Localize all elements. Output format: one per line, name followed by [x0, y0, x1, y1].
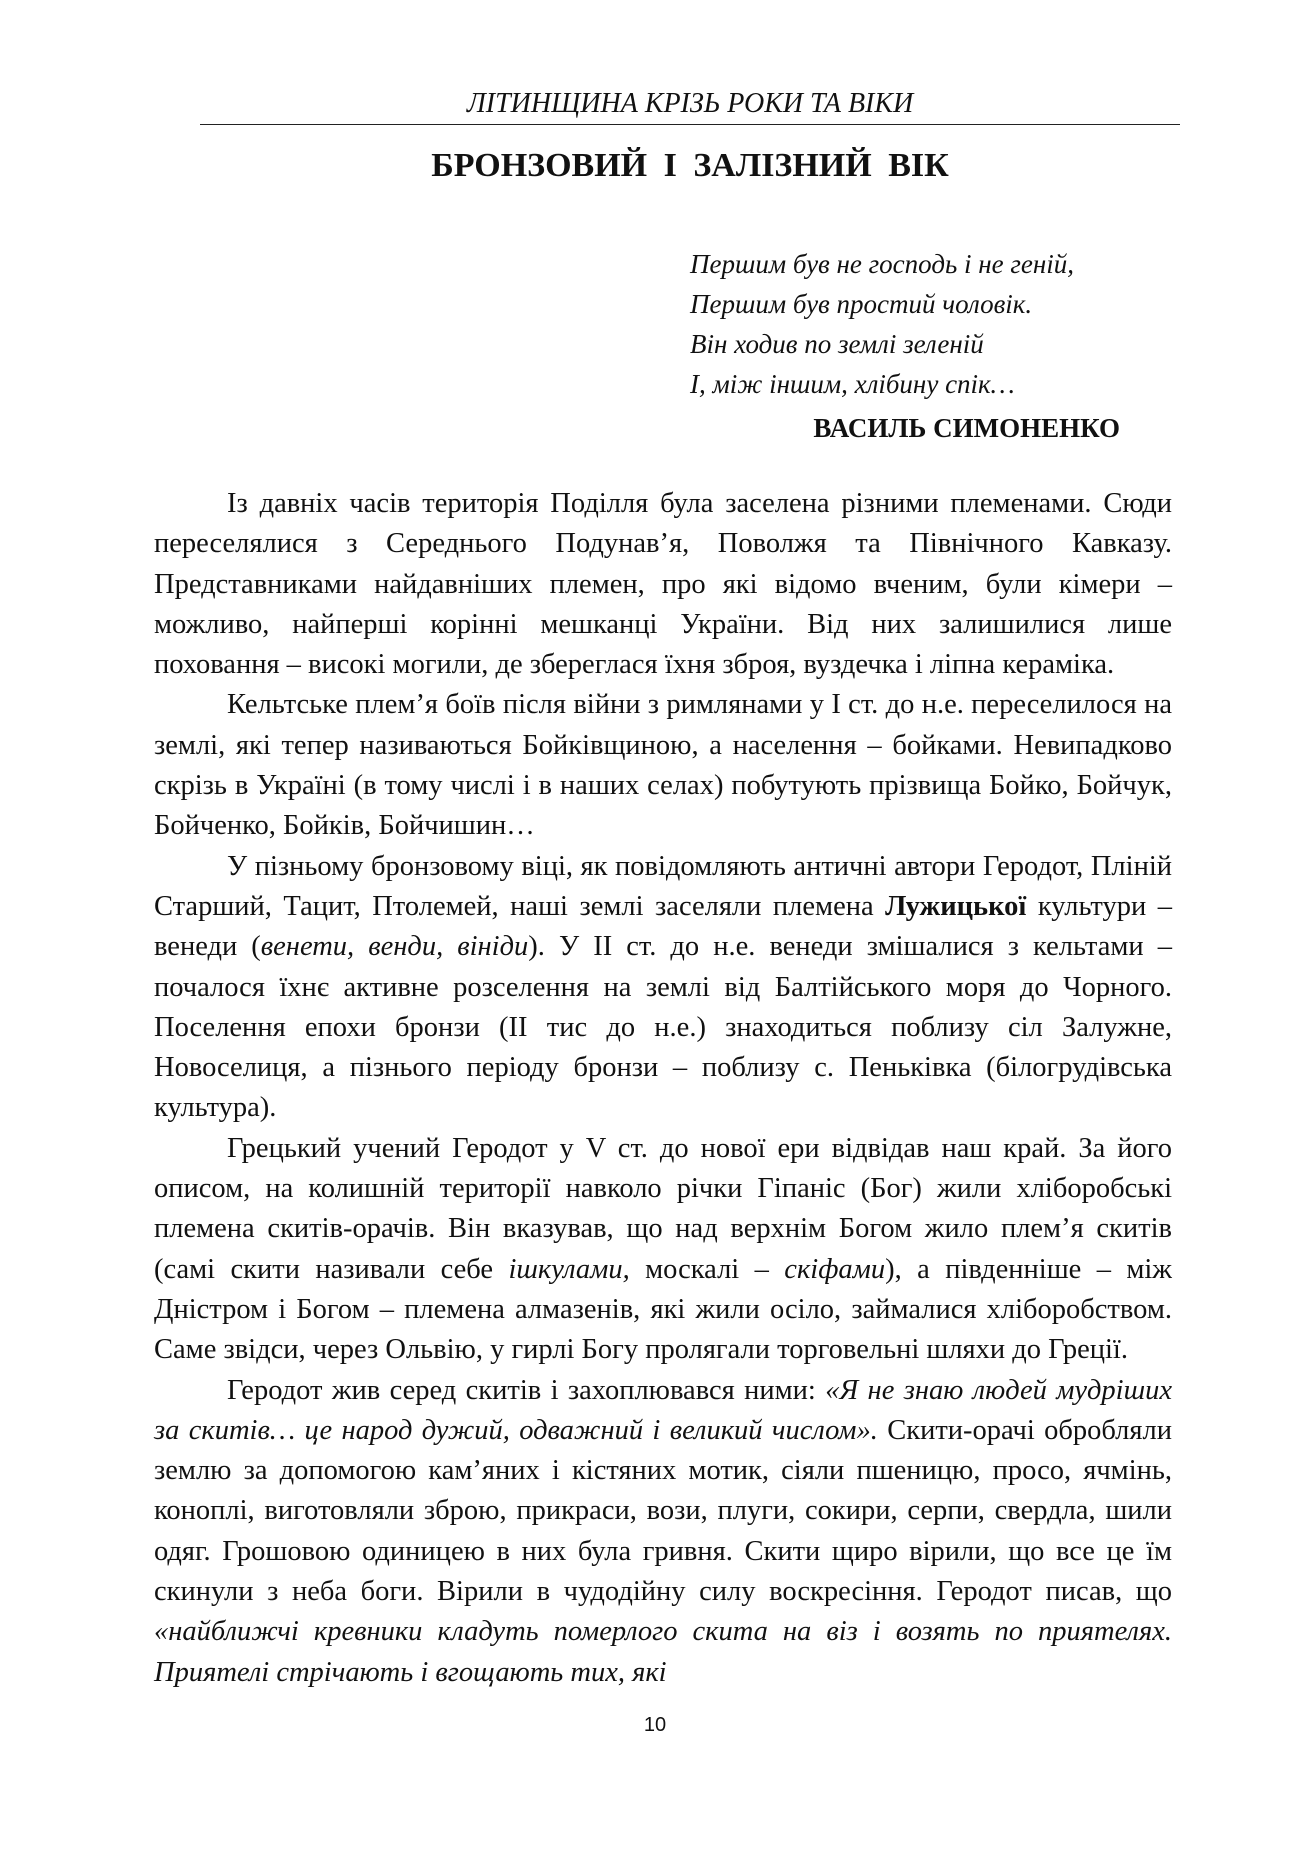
paragraph-text: Із давніх часів територія Поділля була заселена різними племенами. Сюди переселялися з Середнього Подунав’я, Поволжя та Північного Кавказу. Представниками найдавніших племен, про які відомо вченим, були кімери – можливо, найперші корінні мешканці України. Від них залишилися лише поховання – високі могили, де збереглася їхня зброя, вуздечка і ліпна кераміка. [154, 488, 1172, 681]
emphasis-italic: скіфами [784, 1253, 886, 1285]
header-rule [200, 124, 1180, 125]
paragraph-boii [154, 685, 1172, 846]
paragraph-text: У пізньому бронзовому віці, як повідомляють античні автори Геродот, Пліній Старший, Тацит, Птолемей, наші землі заселяли племена [154, 850, 1172, 922]
paragraph-scythians [154, 1371, 1172, 1693]
running-header: ЛІТИНЩИНА КРІЗЬ РОКИ ТА ВІКИ [466, 88, 914, 119]
paragraph-kimmerians [154, 484, 1172, 685]
paragraph-text: Кельтське плем’я боїв після війни з римлянами у І ст. до н.е. переселилося на землі, які тепер називаються Бойківщиною, а населення – бойками. Невипадково скрізь в Україні (в тому числі і в наших селах) побутують прізвища Бойко, Бойчук, Бойченко, Бойків, Бойчишин… [154, 689, 1172, 842]
emphasis-italic: ішкулами, [508, 1253, 630, 1285]
epigraph [690, 244, 1150, 448]
epigraph-line: Першим був простий чоловік. [690, 289, 1033, 319]
paragraph-text: Скити-орачі обробляли землю за допомогою кам’яних і кістяних мотик, сіяли пшеницю, просо, ячмінь, коноплі, виготовляли зброю, прикраси, вози, плуги, сокири, серпи, свердла, шили одяг. Грошовою одиницею в них була гривня. Скити щиро вірили, що все це їм скинули з неба боги. Вірили в чудодійну силу воскресіння. Геродот писав, що [154, 1414, 1172, 1608]
quotation-italic: «найближчі кревники кладуть померлого скита на віз і возять по приятелях. Приятелі стрічають і вгощають тих, які [154, 1616, 1172, 1688]
paragraph-herodotus-visit [154, 1129, 1172, 1371]
paragraph-lusatian-culture [154, 847, 1172, 1129]
paragraph-text: Геродот жив серед скитів і захоплювався ними: [227, 1374, 826, 1406]
chapter-title: БРОНЗОВИЙ І ЗАЛІЗНИЙ ВІК [431, 147, 949, 184]
paragraph-text: ), а південніше – між Дністром і Богом – племена алмазенів, які жили осіло, займалися хліборобством. Саме звідси, через Ольвію, у гирлі Богу пролягали торговельні шляхи до Греції. [154, 1253, 1172, 1366]
epigraph-author: ВАСИЛЬ СИМОНЕНКО [813, 413, 1120, 443]
quotation-italic: «Я не знаю людей мудріших за скитів… це народ дужий, одважний і великий числом». [154, 1374, 1172, 1446]
body-text [154, 484, 1172, 1693]
emphasis-italic: венети, венди, вініди [260, 931, 529, 963]
paragraph-text: москалі – [629, 1253, 785, 1285]
emphasis-bold: Лужицької [885, 890, 1027, 922]
paragraph-text: ). У ІІ ст. до н.е. венеди змішалися з кельтами – почалося їхнє активне розселення на землі від Балтійського моря до Чорного. Поселення епохи бронзи (ІІ тис до н.е.) знаходиться поблизу сіл Залужне, Новоселиця, а пізнього періоду бронзи – поблизу с. Пеньківка (білогрудівська культура). [154, 931, 1172, 1124]
paragraph-text: Грецький учений Геродот у V ст. до нової ери відвідав наш край. За його описом, на колишній території навколо річки Гіпаніс (Бог) жили хліборобські племена скитів-орачів. Він вказував, що над верхнім Богом жило плем’я скитів (самі скити називали себе [154, 1132, 1172, 1285]
paragraph-text: культури – венеди ( [154, 890, 1172, 963]
page-number: 10 [643, 1714, 667, 1736]
epigraph-line: Першим був не господь і не геній, [690, 249, 1075, 279]
epigraph-line: І, між іншим, хлібину спік… [690, 369, 1015, 399]
epigraph-line: Він ходив по землі зеленій [690, 329, 984, 359]
